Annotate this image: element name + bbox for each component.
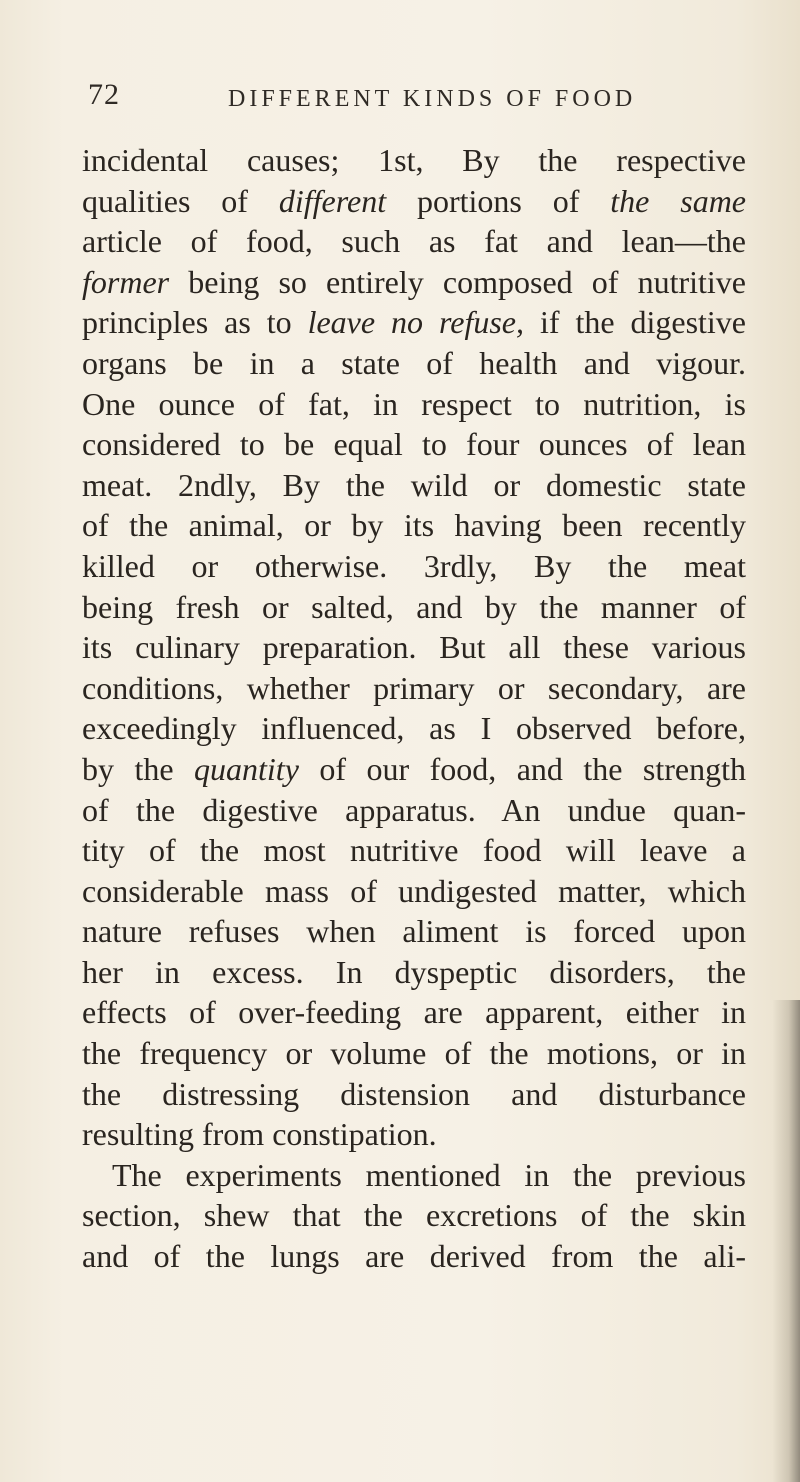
page-edge-shadow	[772, 1000, 800, 1482]
text-segment: effects of over-feeding are apparent, either in	[82, 994, 746, 1031]
page-number: 72	[88, 78, 120, 111]
text-segment: resulting from constipation.	[82, 1116, 437, 1153]
text-segment: meat. 2ndly, By the wild or domestic state	[82, 466, 746, 503]
text-segment: exceedingly influenced, as I observed before,	[82, 710, 746, 747]
text-line	[82, 181, 746, 222]
text-segment: portions of	[386, 182, 611, 219]
text-line	[82, 668, 746, 709]
text-segment: if the digestive	[524, 304, 747, 341]
text-segment: conditions, whether primary or secondary, are	[82, 669, 746, 706]
text-segment: of the digestive apparatus. An undue quan-	[82, 791, 746, 828]
text-segment: by the	[82, 750, 195, 787]
text-segment: considerable mass of undigested matter, which	[82, 872, 746, 909]
text-line	[82, 952, 746, 993]
text-line	[82, 302, 746, 343]
text-segment: considered to be equal to four ounces of lean	[82, 426, 746, 463]
italic-text: former	[82, 263, 170, 300]
text-line	[82, 992, 746, 1033]
text-line	[82, 587, 746, 628]
italic-text: leave no refuse,	[307, 304, 524, 341]
text-segment: incidental causes; 1st, By the respective	[82, 142, 746, 178]
italic-text: quantity	[194, 750, 299, 787]
text-line	[82, 424, 746, 465]
text-line	[82, 790, 746, 831]
text-line	[82, 262, 746, 303]
text-segment: of the animal, or by its having been recently	[82, 507, 746, 544]
text-line	[82, 505, 746, 546]
italic-text: different	[278, 182, 387, 219]
text-line	[82, 1074, 746, 1115]
text-line	[82, 465, 746, 506]
text-segment: the frequency or volume of the motions, or in	[82, 1035, 746, 1072]
text-segment: its culinary preparation. But all these various	[82, 629, 746, 666]
text-segment: The experiments mentioned in the previous	[112, 1156, 746, 1193]
running-head: DIFFERENT KINDS OF FOOD	[228, 86, 637, 112]
text-segment: One ounce of fat, in respect to nutrition, is	[82, 385, 746, 422]
text-segment: of our food, and the strength	[298, 750, 747, 787]
text-segment: article of food, such as fat and lean—the	[82, 223, 746, 260]
text-segment: being fresh or salted, and by the manner of	[82, 588, 746, 625]
text-segment: killed or otherwise. 3rdly, By the meat	[82, 547, 746, 584]
text-line	[82, 911, 746, 952]
text-line	[82, 384, 746, 425]
text-segment: qualities of	[82, 182, 279, 219]
text-segment: organs be in a state of health and vigour.	[82, 344, 746, 381]
text-segment: and of the lungs are derived from the ali-	[82, 1238, 746, 1275]
text-line	[82, 546, 746, 587]
italic-text: the same	[610, 182, 747, 219]
text-line	[82, 140, 746, 181]
text-segment: section, shew that the excretions of the skin	[82, 1197, 746, 1234]
text-line	[82, 1195, 746, 1236]
text-line	[82, 1114, 746, 1155]
text-line	[82, 1236, 746, 1277]
text-line	[82, 627, 746, 668]
page-header	[88, 78, 728, 128]
text-segment: tity of the most nutritive food will leave a	[82, 832, 746, 869]
body-text	[82, 140, 746, 1277]
text-line	[82, 708, 746, 749]
text-line	[82, 343, 746, 384]
text-line	[82, 749, 746, 790]
text-segment: the distressing distension and disturbance	[82, 1075, 746, 1112]
text-line	[82, 871, 746, 912]
text-line	[82, 830, 746, 871]
text-segment: her in excess. In dyspeptic disorders, the	[82, 953, 746, 990]
text-line	[82, 1033, 746, 1074]
text-line	[82, 221, 746, 262]
text-segment: nature refuses when aliment is forced upon	[82, 913, 746, 950]
text-line	[82, 1155, 746, 1196]
text-segment: being so entirely composed of nutritive	[169, 263, 746, 300]
text-segment: principles as to	[82, 304, 308, 341]
